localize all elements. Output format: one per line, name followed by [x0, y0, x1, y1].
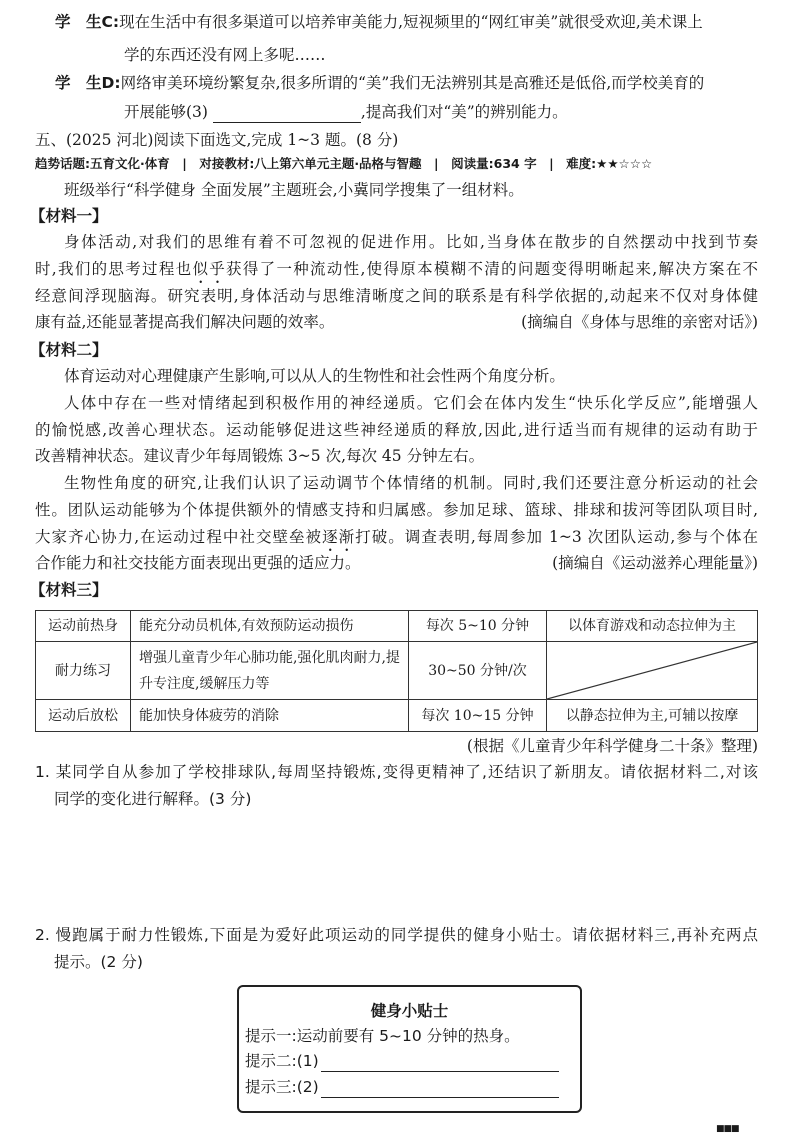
text: 打破。调查表明,每周参加 1~3 次团队运动,参与个体在 [355, 528, 758, 546]
material-2-source: (摘编自《运动滋养心理能量》) [552, 554, 758, 572]
student-c-line [55, 11, 758, 33]
material-2-line: 合作能力和社交技能方面表现出更强的适应力。 [35, 554, 361, 572]
student-d-label: 学 生D: [55, 74, 121, 92]
blank-suffix: ,提高我们对“美”的辨别能力。 [360, 103, 568, 121]
material-3-source: (根据《儿童青少年科学健身二十条》整理) [466, 737, 758, 755]
answer-area-1[interactable] [35, 815, 758, 915]
answer-blank-3[interactable] [213, 104, 361, 123]
material-2-line: 改善精神状态。建议青少年每周锻炼 3~5 次,每次 45 分钟左右。 [35, 447, 485, 465]
material-1-line: 经意间浮现脑海。研究表明,身体活动与思维清晰度之间的联系是有科学依据的,动起来不仅对身体健 [35, 287, 758, 305]
material-2-line: 生物性角度的研究,让我们认识了运动调节个体情绪的机制。同时,我们还要注意分析运动的社会 [64, 474, 758, 492]
text: 时,我们的思考过程也 [35, 260, 193, 278]
diagonal-line [547, 642, 757, 699]
material-2-heading: 【材料二】 [30, 341, 108, 359]
emphasized-text: 似乎 [192, 260, 227, 278]
table-cell: 30~50 分钟/次 [409, 642, 547, 700]
tip-2-label: 提示二:(1) [245, 1052, 319, 1070]
question-1-cont: 同学的变化进行解释。(3 分) [54, 790, 252, 808]
text: 大家齐心协力,在运动过程中社交壁垒被 [35, 528, 323, 546]
material-3-heading: 【材料三】 [30, 581, 108, 599]
student-d-text: 网络审美环境纷繁复杂,很多所谓的“美”我们无法辨别其是高雅还是低俗,而学校美育的 [120, 74, 705, 92]
table-cell: 能加快身体疲劳的消除 [131, 700, 409, 732]
student-c-text-cont: 学的东西还没有网上多呢…… [124, 46, 326, 64]
emphasized-text: 逐渐 [322, 528, 356, 546]
table-row [36, 700, 758, 732]
material-2-line: 体育运动对心理健康产生影响,可以从人的生物性和社会性两个角度分析。 [64, 367, 565, 385]
student-c-text: 现在生活中有很多渠道可以培养审美能力,短视频里的“网红审美”就很受欢迎,美术课上 [119, 13, 703, 31]
empty-diagonal-cell [547, 642, 758, 700]
student-d-text-cont [124, 101, 568, 123]
tip-3-label: 提示三:(2) [245, 1078, 319, 1096]
question-2-cont: 提示。(2 分) [54, 953, 143, 971]
fitness-tips-box [237, 985, 582, 1113]
question-2: 2. 慢跑属于耐力性锻炼,下面是为爱好此项运动的同学提供的健身小贴士。请依据材料三,再补充两点 [35, 926, 758, 944]
tip-3-blank[interactable] [321, 1079, 559, 1098]
tip-3 [245, 1076, 559, 1098]
tip-2 [245, 1050, 559, 1072]
material-2-line: 性。团队运动能够为个体提供额外的情感支持和归属感。参加足球、篮球、排球和拔河等团队项目时, [35, 501, 758, 519]
student-d-line [55, 72, 758, 94]
material-1-line [35, 258, 758, 287]
material-2-line [35, 526, 758, 555]
blank-prefix: 开展能够(3) [124, 103, 208, 121]
continue-marker-icon: ■■■ [716, 1124, 739, 1134]
table-cell: 运动后放松 [36, 700, 131, 732]
student-c-label: 学 生C: [55, 13, 120, 31]
question-1: 1. 某同学自从参加了学校排球队,每周坚持锻炼,变得更精神了,还结识了新朋友。请依据材料二,对该 [35, 763, 758, 781]
table-cell: 以体育游戏和动态拉伸为主 [547, 611, 758, 642]
table-row [36, 611, 758, 642]
section-intro: 班级举行“科学健身 全面发展”主题班会,小冀同学搜集了一组材料。 [64, 181, 524, 199]
tips-title: 健身小贴士 [370, 1002, 449, 1020]
table-cell: 能充分动员机体,有效预防运动损伤 [131, 611, 409, 642]
table-cell: 耐力练习 [36, 642, 131, 700]
exercise-table [35, 610, 758, 732]
table-cell: 每次 5~10 分钟 [409, 611, 547, 642]
table-cell: 以静态拉伸为主,可辅以按摩 [547, 700, 758, 732]
table-cell: 增强儿童青少年心肺功能,强化肌肉耐力,提升专注度,缓解压力等 [131, 642, 409, 700]
table-row [36, 642, 758, 700]
material-2-line: 的愉悦感,改善心理状态。运动能够促进这些神经递质的释放,因此,进行适当而有规律的运动有助于 [35, 421, 758, 439]
material-1-source: (摘编自《身体与思维的亲密对话》) [521, 313, 758, 331]
material-1-line: 康有益,还能显著提高我们解决问题的效率。 [35, 313, 335, 331]
tip-1: 提示一:运动前要有 5~10 分钟的热身。 [245, 1027, 520, 1045]
table-cell: 每次 10~15 分钟 [409, 700, 547, 732]
material-1-line: 身体活动,对我们的思维有着不可忽视的促进作用。比如,当身体在散步的自然摆动中找到节奏 [64, 233, 758, 251]
section-meta: 趋势话题:五育文化·体育 | 对接教材:八上第六单元主题·品格与智趣 | 阅读量:634 字 | 难度:★★☆☆☆ [35, 156, 653, 171]
material-1-heading: 【材料一】 [30, 207, 108, 225]
material-2-line: 人体中存在一些对情绪起到积极作用的神经递质。它们会在体内发生“快乐化学反应”,能增强人 [64, 394, 758, 412]
tip-2-blank[interactable] [321, 1053, 559, 1072]
section-title: 五、(2025 河北)阅读下面选文,完成 1~3 题。(8 分) [35, 131, 399, 149]
text: 获得了一种流动性,使得原本模糊不清的问题变得明晰起来,解决方案在不 [226, 260, 758, 278]
table-cell: 运动前热身 [36, 611, 131, 642]
